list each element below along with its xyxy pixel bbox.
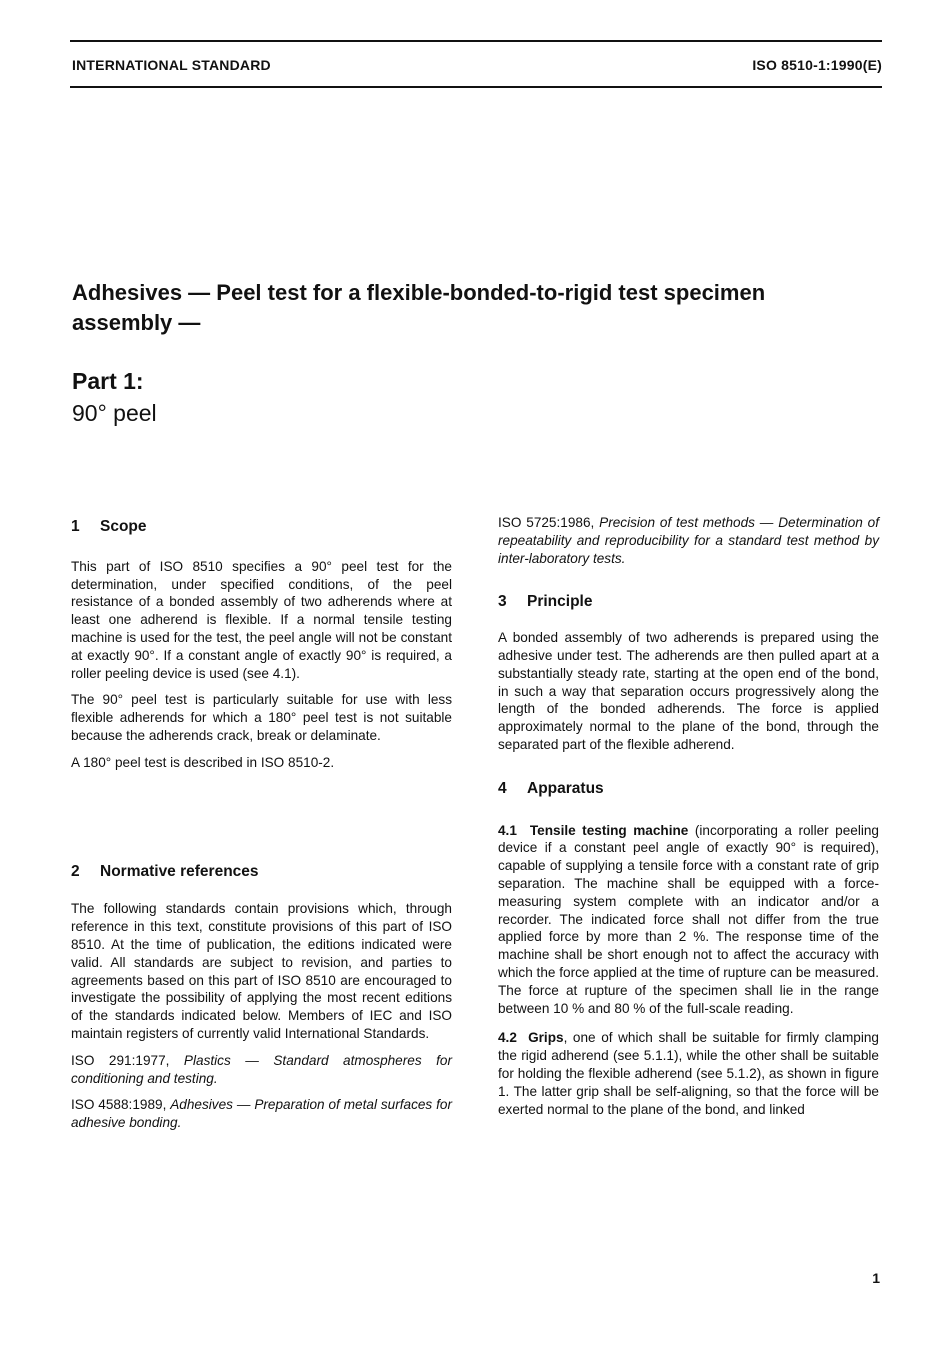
section-number: 2	[71, 862, 80, 880]
page-number: 1	[872, 1270, 880, 1286]
part-label: Part 1:	[72, 368, 144, 394]
subsection-text: , one of which shall be suitable for firmly clamping the rigid adherend (see 5.1.1), while the other shall be suitable for holding the flexible adherend (see 5.1.2), as shown in figure 1. The latter grip shall be self-aligning, so that the force will be exerted normal to the plane of the bond, and linked	[498, 1030, 879, 1117]
section-heading-apparatus	[498, 780, 879, 798]
reference-title: Adhesives — Preparation of metal surfaces for adhesive bonding.	[71, 1097, 452, 1131]
reference-code: ISO 4588:1989,	[71, 1097, 167, 1113]
subsection-title: Grips	[528, 1030, 564, 1046]
subsection-number: 4.2	[498, 1030, 517, 1046]
subsection-number: 4.1	[498, 822, 517, 838]
section-number: 4	[498, 779, 507, 797]
scope-paragraph-1: This part of ISO 8510 specifies a 90° peel test for the determination, under specified conditions, of the peel resistance of a bonded assembly of two adherends where at least one adherend is flexible. If a normal tensile testing machine is used for the test, the peel angle will not be constant at exactly 90°. If a constant angle of exactly 90° is required, a roller peeling device is used (see 4.1).	[71, 558, 452, 681]
document-title: Adhesives — Peel test for a flexible-bonded-to-rigid test specimen assembly —	[72, 280, 766, 335]
scope-paragraph-2: The 90° peel test is particularly suitable for use with less flexible adherends for which a 180° peel test is not suitable because the adherends crack, break or delaminate.	[71, 692, 452, 743]
section-heading-scope	[71, 518, 452, 536]
reference-iso-291	[71, 1052, 452, 1088]
left-column	[71, 518, 452, 1132]
header-rule-bottom	[70, 86, 882, 88]
reference-title: Plastics — Standard atmospheres for conditioning and testing.	[71, 1052, 453, 1086]
header-rule-top	[70, 40, 882, 42]
section-title: Apparatus	[527, 779, 604, 797]
reference-iso-4588	[71, 1096, 452, 1132]
apparatus-item-tensile-testing-machine	[498, 822, 879, 1018]
section-title: Scope	[100, 518, 147, 535]
reference-code: ISO 5725:1986,	[498, 515, 595, 530]
reference-iso-5725	[498, 514, 879, 567]
apparatus-item-grips	[498, 1029, 879, 1118]
part-title: 90° peel	[72, 400, 157, 426]
section-number: 1	[71, 518, 80, 535]
section-heading-normative-references	[71, 863, 452, 881]
normative-paragraph: The following standards contain provisions which, through reference in this text, constitute provisions of this part of ISO 8510. At the time of publication, the editions indicated were valid. All standards are subject to revision, and parties to agreements based on this part of ISO 8510 are encouraged to investigate the possibility of applying the most recent editions of the standards indicated below. Members of IEC and ISO maintain registers of currently valid International Standards.	[71, 901, 452, 1041]
scope-paragraph-3: A 180° peel test is described in ISO 8510-2.	[71, 754, 335, 770]
section-title: Normative references	[100, 862, 259, 880]
subsection-title: Tensile testing machine	[529, 822, 689, 838]
subsection-text: (incorporating a roller peeling device if a constant peel angle of exactly 90° is required), capable of supplying a tensile force with a constant rate of grip separation. The machine shall be equipped with a force-measuring system complete with an indicator and/or a recorder. The indicated force shall not differ from the true applied force by more than 2 %. The response time of the machine shall be short enough not to affect the accuracy with which the force applied at the time of rupture can be measured. The force at rupture of the specimen shall lie in the range between 10 % and 80 % of the full-scale reading.	[498, 822, 879, 1016]
reference-code: ISO 291:1977,	[71, 1052, 170, 1068]
section-heading-principle	[498, 593, 879, 611]
reference-title: Precision of test methods — Determination of repeatability and reproducibility for a standard test method by inter-laboratory tests.	[498, 515, 880, 566]
header-standard-number: ISO 8510-1:1990(E)	[752, 57, 882, 73]
header-standard-type: INTERNATIONAL STANDARD	[72, 57, 271, 73]
section-number: 3	[498, 593, 507, 611]
right-column	[498, 514, 879, 1118]
section-title: Principle	[527, 593, 593, 611]
principle-paragraph: A bonded assembly of two adherends is prepared using the adhesive under test. The adherends are then pulled apart at a substantially steady rate, starting at the open end of the bond, in such a way that separation occurs progressively along the length of the bonded adherends. The force is applied approximately normal to the plane of the bond, through the separated part of the flexible adherend.	[498, 630, 879, 752]
